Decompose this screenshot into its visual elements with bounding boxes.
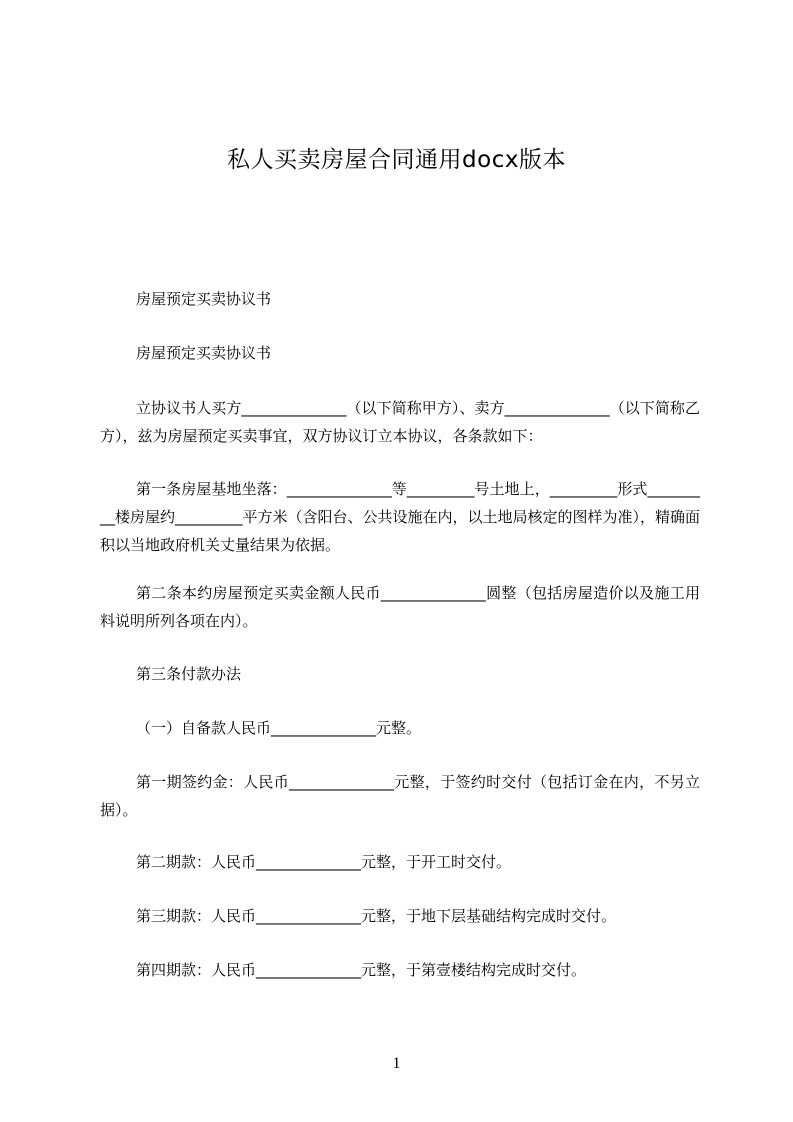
page-title: 私人买卖房屋合同通用docx版本: [227, 147, 566, 173]
paragraph-article-1: 第一条房屋基地坐落：______________等_________号土地上，_________形式_________楼房屋约_________平方米（含阳台、公共设施在内，以土地局核定的图样为准），精确面积以当地政府机关丈量结果为依据。: [100, 480, 701, 554]
paragraph-heading-2: 房屋预定买卖协议书: [136, 344, 272, 362]
paragraph-article-2: 第二条本约房屋预定买卖金额人民币______________圆整（包括房屋造价以及施工用料说明所列各项在内）。: [100, 584, 700, 630]
paragraph-article-3: 第三条付款办法: [136, 665, 242, 683]
paragraph-self-payment: （一）自备款人民币______________元整。: [136, 719, 422, 737]
paragraph-installment-1: 第一期签约金：人民币______________元整，于签约时交付（包括订金在内，不另立据）。: [100, 773, 700, 819]
paragraph-parties: 立协议书人买方______________（以下简称甲方）、卖方______________（以下简称乙方），兹为房屋预定买卖事宜，双方协议订立本协议，各条款如下：: [100, 399, 700, 445]
paragraph-installment-4: 第四期款：人民币______________元整，于第壹楼结构完成时交付。: [136, 961, 587, 979]
paragraph-installment-3: 第三期款：人民币______________元整，于地下层基础结构完成时交付。: [136, 907, 617, 925]
paragraph-heading-1: 房屋预定买卖协议书: [136, 290, 272, 308]
page-number: 1: [392, 1055, 401, 1072]
paragraph-installment-2: 第二期款：人民币______________元整，于开工时交付。: [136, 853, 512, 871]
